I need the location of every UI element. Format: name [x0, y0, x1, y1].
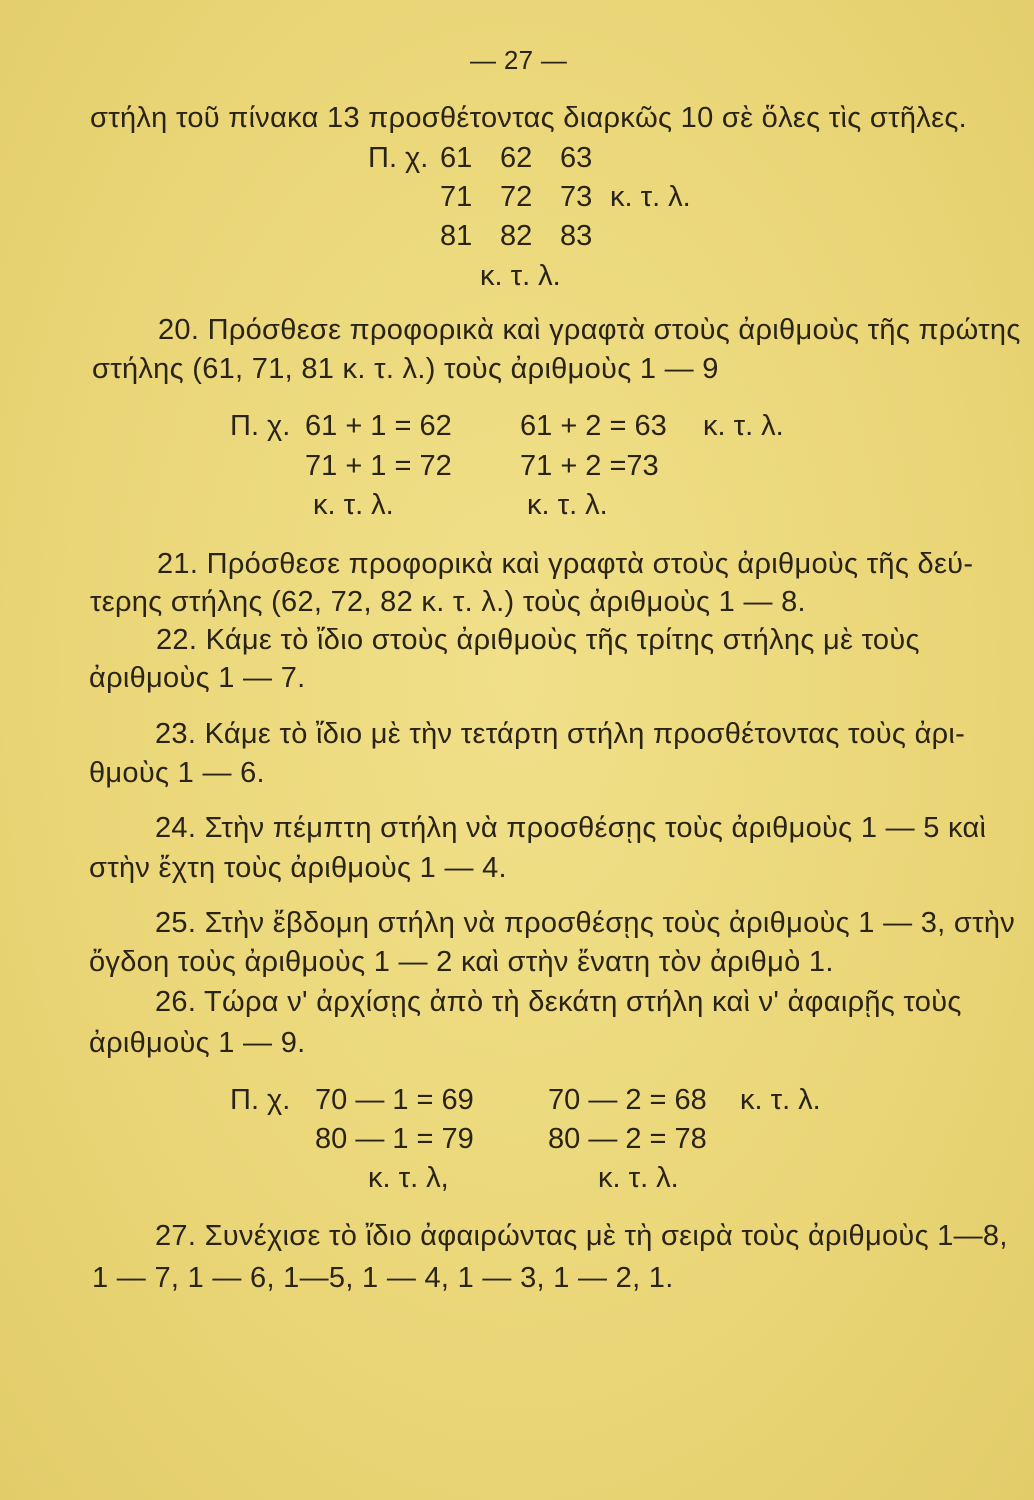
example3-prefix: Π. χ.: [230, 1084, 291, 1116]
ex25-line2: ὄγδοη τοὺς ἀριθμοὺς 1 — 2 καὶ στὴν ἔνατη τὸν ἀριθμὸ 1.: [89, 946, 834, 978]
example1-cell: 82: [500, 220, 533, 252]
ex26-line1: 26. Τώρα ν' ἀρχίσῃς ἀπὸ τὴ δεκάτη στήλη καὶ ν' ἀφαιρῇς τοὺς: [155, 986, 962, 1018]
ex25-line1: 25. Στὴν ἔβδομη στήλη νὰ προσθέσῃς τοὺς ἀριθμοὺς 1 — 3, στὴν: [155, 907, 1016, 939]
example1-cell: 81: [440, 220, 473, 252]
example3-etc: κ. τ. λ.: [598, 1162, 679, 1194]
ex27-line2: 1 — 7, 1 — 6, 1—5, 1 — 4, 1 — 3, 1 — 2, 1.: [92, 1262, 674, 1294]
ex20-line2: στήλης (61, 71, 81 κ. τ. λ.) τοὺς ἀριθμοὺς 1 — 9: [92, 353, 719, 385]
ex22-line2: ἀριθμοὺς 1 — 7.: [89, 662, 306, 694]
example1-cell: 72: [500, 181, 533, 213]
page-number: — 27 —: [470, 45, 568, 75]
example1-cell: 63: [560, 142, 593, 174]
example2-etc: κ. τ. λ.: [313, 489, 394, 521]
example1-cell: 71: [440, 181, 473, 213]
example3-equation: 70 — 1 = 69: [315, 1084, 474, 1116]
ex21-line2: τερης στήλης (62, 72, 82 κ. τ. λ.) τοὺς ἀριθμοὺς 1 — 8.: [90, 586, 806, 618]
ex22-line1: 22. Κάμε τὸ ἴδιο στοὺς ἀριθμοὺς τῆς τρίτης στήλης μὲ τοὺς: [156, 624, 920, 656]
example1-cell: 73: [560, 181, 593, 213]
ex23-line2: θμοὺς 1 — 6.: [89, 757, 265, 789]
example2-equation: 71 + 1 = 72: [305, 450, 452, 482]
example1-prefix: Π. χ.: [368, 142, 429, 174]
intro-line: στήλη τοῦ πίνακα 13 προσθέτοντας διαρκῶς 10 σὲ ὅλες τὶς στῆλες.: [90, 102, 967, 134]
example2-equation: 71 + 2 =73: [520, 450, 659, 482]
example2-equation: 61 + 2 = 63: [520, 410, 667, 442]
example3-etc: κ. τ. λ,: [368, 1162, 449, 1194]
example2-prefix: Π. χ.: [230, 410, 291, 442]
example1-etc: κ. τ. λ.: [610, 181, 691, 213]
ex24-line1: 24. Στὴν πέμπτη στήλη νὰ προσθέσῃς τοὺς ἀριθμοὺς 1 — 5 καὶ: [155, 812, 987, 844]
example1-cell: 83: [560, 220, 593, 252]
example1-cell: 62: [500, 142, 533, 174]
example2-etc: κ. τ. λ.: [703, 410, 784, 442]
example3-equation: 80 — 1 = 79: [315, 1123, 474, 1155]
ex24-line2: στὴν ἔχτη τοὺς ἀριθμοὺς 1 — 4.: [89, 852, 507, 884]
ex23-line1: 23. Κάμε τὸ ἴδιο μὲ τὴν τετάρτη στήλη προσθέτοντας τοὺς ἀρι-: [155, 718, 966, 750]
example2-equation: 61 + 1 = 62: [305, 410, 452, 442]
ex26-line2: ἀριθμοὺς 1 — 9.: [89, 1027, 306, 1059]
example1-etc-bottom: κ. τ. λ.: [480, 260, 561, 292]
ex21-line1: 21. Πρόσθεσε προφορικὰ καὶ γραφτὰ στοὺς ἀριθμοὺς τῆς δεύ-: [157, 548, 974, 580]
example3-equation: 70 — 2 = 68: [548, 1084, 707, 1116]
example1-cell: 61: [440, 142, 473, 174]
ex27-line1: 27. Συνέχισε τὸ ἴδιο ἀφαιρώντας μὲ τὴ σειρὰ τοὺς ἀριθμοὺς 1—8,: [155, 1220, 1008, 1252]
example3-etc: κ. τ. λ.: [740, 1084, 821, 1116]
example2-etc: κ. τ. λ.: [527, 489, 608, 521]
example3-equation: 80 — 2 = 78: [548, 1123, 707, 1155]
ex20-line1: 20. Πρόσθεσε προφορικὰ καὶ γραφτὰ στοὺς ἀριθμοὺς τῆς πρώτης: [158, 314, 1021, 346]
